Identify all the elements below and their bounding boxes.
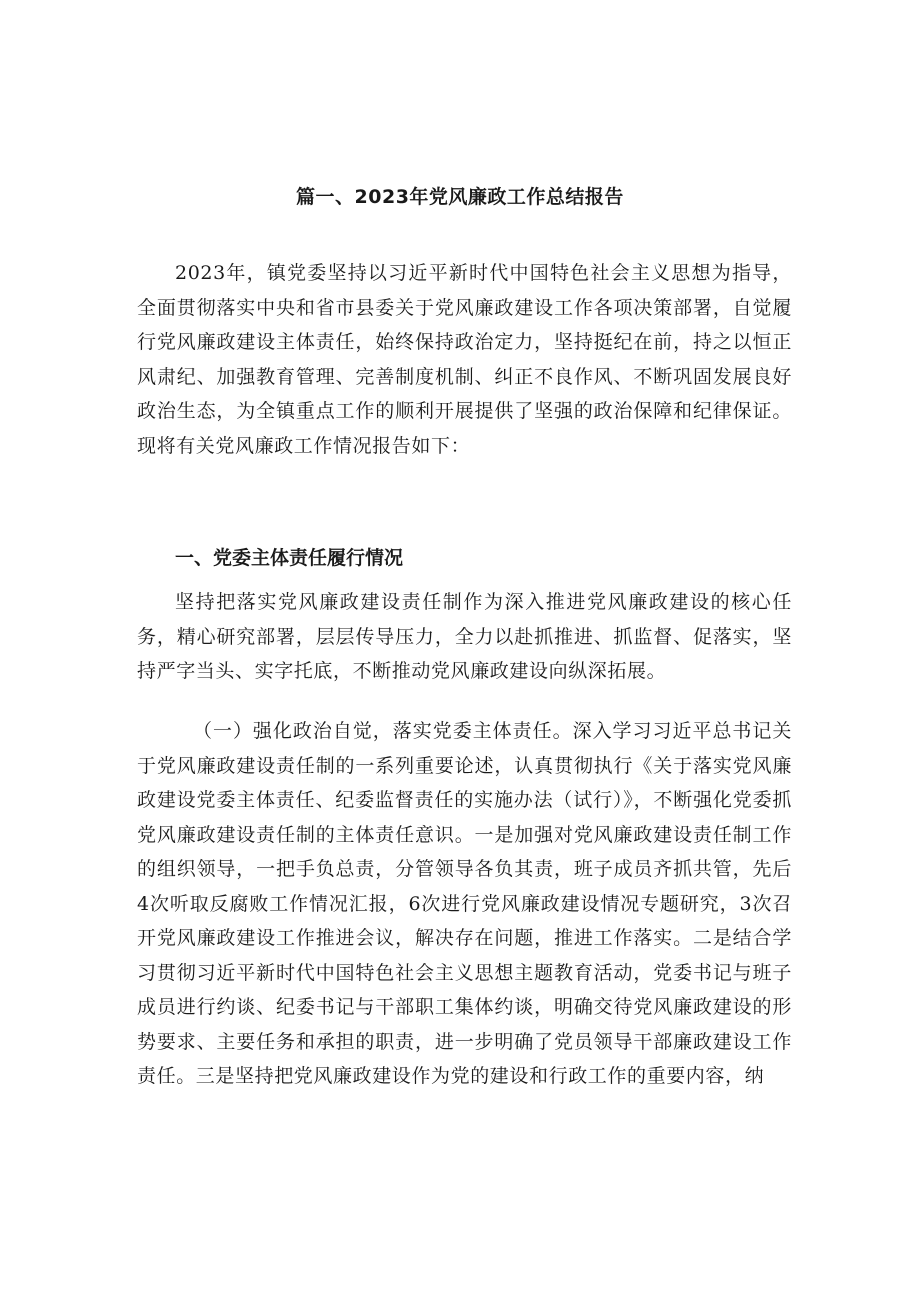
section-item-paragraph: （一）强化政治自觉，落实党委主体责任。深入学习习近平总书记关于党风廉政建设责任制的一系列重要论述，认真贯彻执行《关于落实党风廉政建设党委主体责任、纪委监督责任的实施办法（试行）》，不断强化党委抓党风廉政建设责任制的主体责任意识。一是加强对党风廉政建设责任制工作的组织领导，一把手负总责，分管领导各负其责，班子成员齐抓共管，先后4次听取反腐败工作情况汇报，6次进行党风廉政建设情况专题研究，3次召开党风廉政建设工作推进会议，解决存在问题，推进工作落实。二是结合学习贯彻习近平新时代中国特色社会主义思想主题教育活动，党委书记与班子成员进行约谈、纪委书记与干部职工集体约谈，明确交待党风廉政建设的形势要求、主要任务和承担的职责，进一步明确了党员领导干部廉政建设工作责任。三是坚持把党风廉政建设作为党的建设和行政工作的重要内容，纳 — [137, 720, 792, 1087]
intro-paragraph: 2023年，镇党委坚持以习近平新时代中国特色社会主义思想为指导，全面贯彻落实中央和省市县委关于党风廉政建设工作各项决策部署，自觉履行党风廉政建设主体责任，始终保持政治定力，坚持挺纪在前，持之以恒正风肃纪、加强教育管理、完善制度机制、纠正不良作风、不断巩固发展良好政治生态，为全镇重点工作的顺利开展提供了坚强的政治保障和纪律保证。现将有关党风廉政工作情况报告如下： — [137, 262, 792, 457]
section-intro-paragraph: 坚持把落实党风廉政建设责任制作为深入推进党风廉政建设的核心任务，精心研究部署，层层传导压力，全力以赴抓推进、抓监督、促落实，坚持严字当头、实字托底，不断推动党风廉政建设向纵深拓展。 — [137, 591, 792, 682]
document-title: 篇一、2023年党风廉政工作总结报告 — [296, 186, 624, 208]
section-heading: 一、党委主体责任履行情况 — [175, 547, 404, 569]
